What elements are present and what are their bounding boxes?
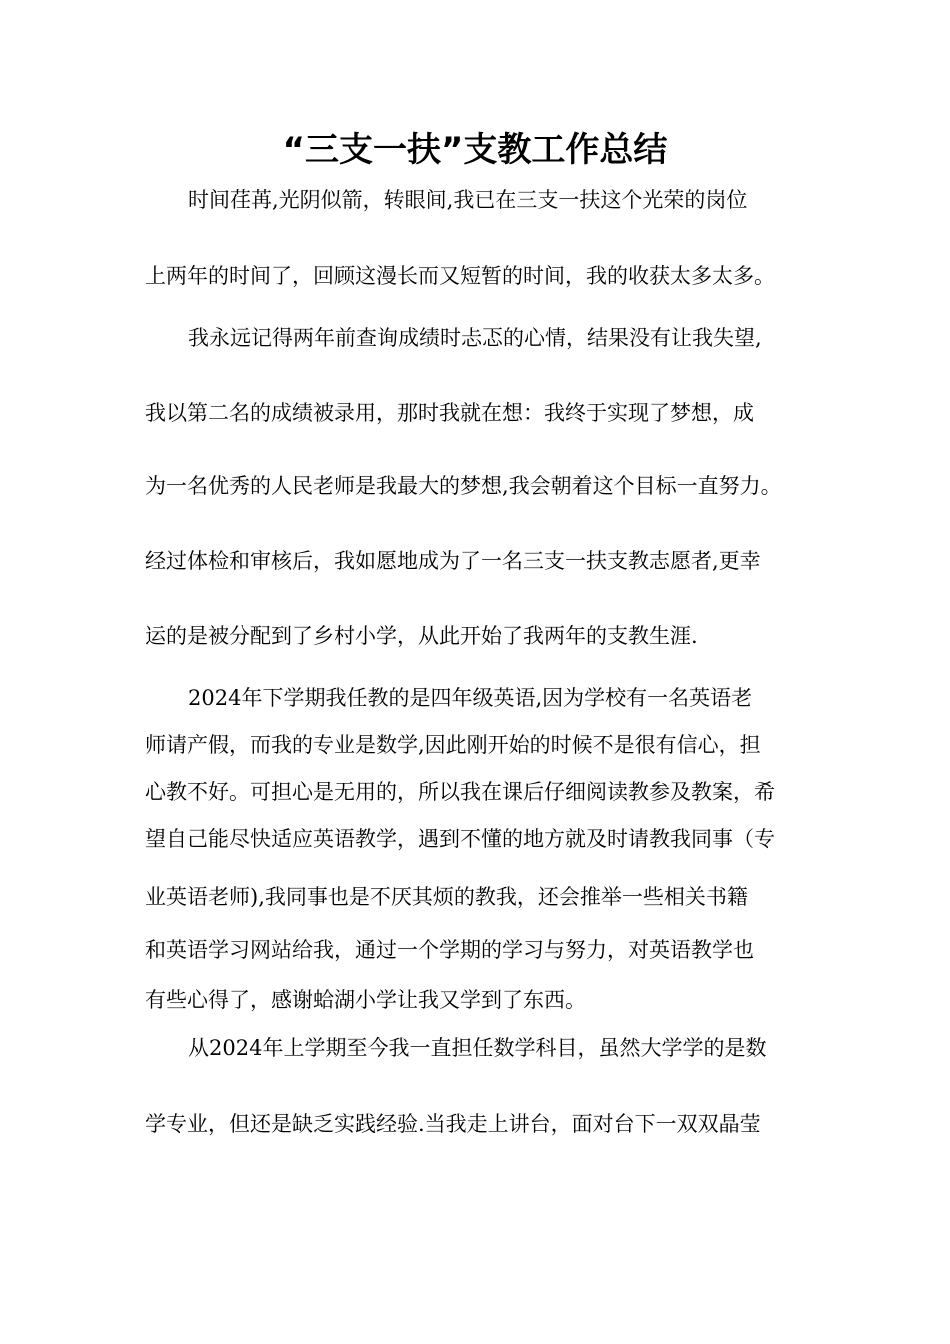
paragraph-line-14: 有些心得了，感谢蛤湖小学让我又学到了东西。 [145,988,586,1012]
document-title: “三支一扶”支教工作总结 [282,130,668,170]
paragraph-line-6: 经过体检和审核后，我如愿地成为了一名三支一扶支教志愿者,更幸 [145,549,761,573]
paragraph-line-3: 我永远记得两年前查询成绩时忐忑的心情，结果没有让我失望, [188,326,762,350]
paragraph-line-1: 时间荏苒,光阴似箭，转眼间,我已在三支一扶这个光荣的岗位 [188,188,748,212]
paragraph-line-8: 2024年下学期我任教的是四年级英语,因为学校有一名英语老 [188,686,753,710]
paragraph-line-11: 望自己能尽快适应英语教学，遇到不懂的地方就及时请教我同事（专 [145,827,775,851]
paragraph-line-12: 业英语老师),我同事也是不厌其烦的教我，还会推举一些相关书籍 [145,885,748,909]
paragraph-line-16: 学专业，但还是缺乏实践经验.当我走上讲台，面对台下一双双晶莹 [145,1112,761,1136]
paragraph-line-15: 从2024年上学期至今我一直担任数学科目，虽然大学学的是数 [188,1036,767,1060]
paragraph-line-4: 我以第二名的成绩被录用，那时我就在想：我终于实现了梦想，成 [145,401,754,425]
paragraph-line-5: 为一名优秀的人民老师是我最大的梦想,我会朝着这个目标一直努力。 [145,474,782,498]
paragraph-line-10: 心教不好。可担心是无用的，所以我在课后仔细阅读教参及教案，希 [145,780,775,804]
paragraph-line-13: 和英语学习网站给我，通过一个学期的学习与努力，对英语教学也 [145,938,754,962]
paragraph-line-7: 运的是被分配到了乡村小学，从此开始了我两年的支教生涯. [145,624,698,648]
paragraph-line-2: 上两年的时间了，回顾这漫长而又短暂的时间，我的收获太多太多。 [145,264,775,288]
paragraph-line-9: 师请产假，而我的专业是数学,因此刚开始的时候不是很有信心，担 [145,733,761,757]
